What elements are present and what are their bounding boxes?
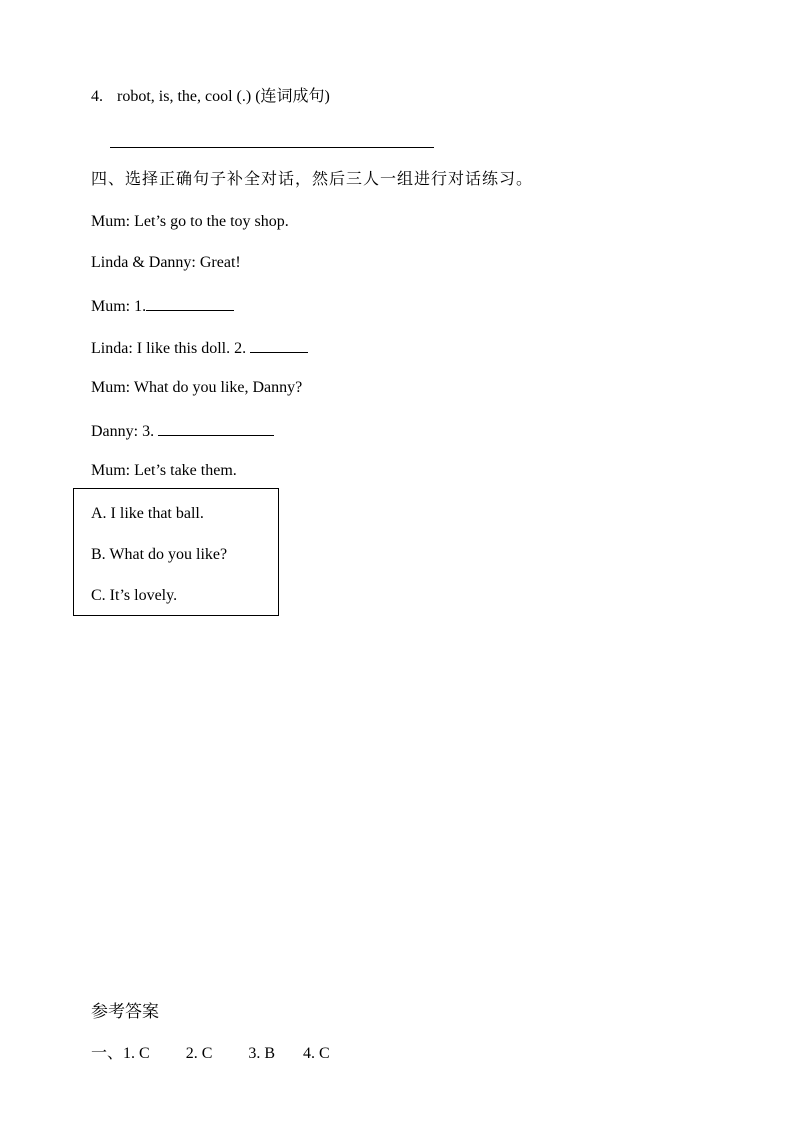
question-words: robot, is, the, cool (.) bbox=[117, 88, 252, 105]
speaker: Mum: bbox=[91, 462, 131, 479]
blank-3[interactable] bbox=[158, 420, 274, 436]
speaker: Mum: bbox=[91, 298, 131, 315]
answers-title: 参考答案 bbox=[91, 1002, 159, 1021]
answers-prefix: 一、 bbox=[91, 1045, 124, 1062]
option-b: B. What do you like? bbox=[91, 546, 228, 563]
utterance: What do you like, Danny? bbox=[133, 379, 303, 396]
speaker: Linda: bbox=[91, 340, 133, 357]
options-box bbox=[73, 488, 279, 616]
speaker: Mum: bbox=[91, 213, 131, 230]
dialogue-line bbox=[91, 212, 289, 232]
dialogue-line bbox=[91, 295, 234, 317]
utterance: I like this doll. 2. bbox=[136, 340, 247, 357]
question-instruction: (连词成句) bbox=[255, 88, 330, 105]
dialogue-line bbox=[91, 337, 308, 359]
answer-line bbox=[110, 147, 434, 148]
utterance: Let’s go to the toy shop. bbox=[134, 213, 289, 230]
dialogue-line bbox=[91, 378, 302, 398]
question-number: 4. bbox=[91, 88, 103, 105]
speaker: Mum: bbox=[91, 379, 131, 396]
utterance: 1. bbox=[134, 298, 147, 315]
dialogue-line bbox=[91, 461, 237, 481]
speaker: Linda & Danny: bbox=[91, 254, 196, 271]
answer-item: 3. B bbox=[248, 1045, 276, 1062]
option-c: C. It’s lovely. bbox=[91, 587, 178, 604]
blank-2[interactable] bbox=[250, 337, 308, 353]
question-4 bbox=[91, 87, 330, 107]
utterance: Let’s take them. bbox=[134, 462, 237, 479]
option-a: A. I like that ball. bbox=[91, 505, 204, 522]
blank-1[interactable] bbox=[146, 295, 234, 311]
answer-item: 2. C bbox=[185, 1045, 213, 1062]
answer-item: 1. C bbox=[123, 1045, 150, 1062]
section-heading: 四、选择正确句子补全对话，然后三人一组进行对话练习。 bbox=[91, 171, 534, 188]
dialogue-line bbox=[91, 253, 241, 273]
dialogue-line bbox=[91, 420, 274, 442]
answer-item: 4. C bbox=[303, 1045, 330, 1062]
speaker: Danny: bbox=[91, 423, 139, 440]
utterance: 3. bbox=[142, 423, 155, 440]
answers-line bbox=[91, 1044, 330, 1064]
utterance: Great! bbox=[199, 254, 241, 271]
